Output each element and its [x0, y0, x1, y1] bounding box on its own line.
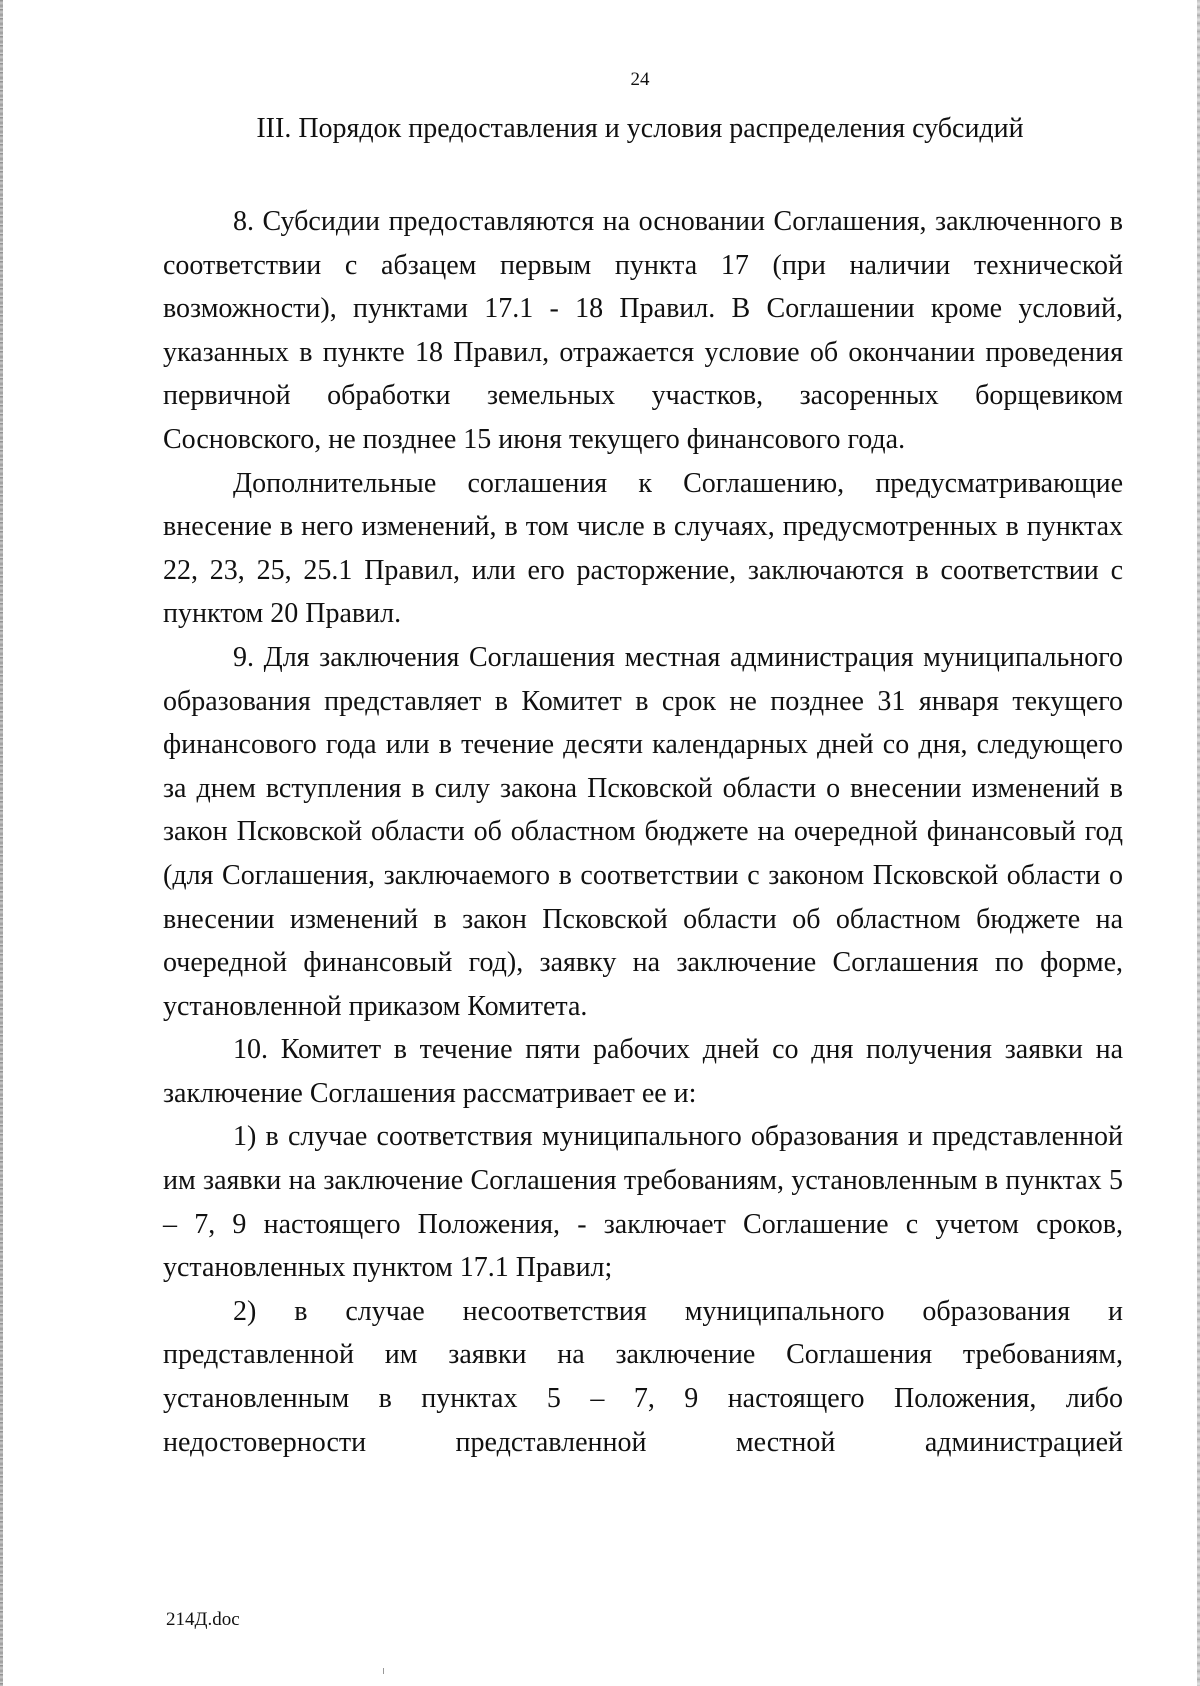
- paragraph-10: 10. Комитет в течение пяти рабочих дней со дня получения заявки на заключение Соглашения рассматривает ее и:: [163, 1034, 1123, 1109]
- footer-filename: 214Д.doc: [166, 1609, 240, 1630]
- paragraph-10-item-2: 2) в случае несоответствия муниципального образования и представленной им заявки на заключение Соглашения требованиям, установленным в пунктах 5 – 7, 9 настоящего Положения, либо недостоверности представленной местной администрацией: [163, 1295, 1123, 1458]
- paragraph-8: 8. Субсидии предоставляются на основании Соглашения, заключенного в соответствии с абзацем первым пункта 17 (при наличии технической возможности), пунктами 17.1 - 18 Правил. В Соглашении кроме условий, указанных в пункте 18 Правил, отражается условие об окончании проведения первичной обработки земельных участков, засоренных борщевиком Сосновского, не позднее 15 июня текущего финансового года.: [163, 206, 1123, 455]
- paragraph-9: 9. Для заключения Соглашения местная администрация муниципального образования представляет в Комитет в срок не позднее 31 января текущего финансового года или в течение десяти календарных дней со дня, следующего за днем вступления в силу закона Псковской области о внесении изменений в закон Псковской области об областном бюджете на очередной финансовый год (для Соглашения, заключаемого в соответствии с законом Псковской области о внесении изменений в закон Псковской области об областном бюджете на очередной финансовый год), заявку на заключение Соглашения по форме, установленной приказом Комитета.: [163, 641, 1123, 1022]
- document-body: [163, 200, 1123, 1464]
- page-number: 24: [630, 69, 650, 90]
- paragraph-additional-agreements: Дополнительные соглашения к Соглашению, предусматривающие внесение в него изменений, в том числе в случаях, предусмотренных в пунктах 22, 23, 25, 25.1 Правил, или его расторжение, заключаются в соответствии с пунктом 20 Правил.: [163, 467, 1123, 630]
- scan-mark: [383, 1668, 384, 1674]
- section-title: III. Порядок предоставления и условия распределения субсидий: [256, 113, 1024, 144]
- scan-edge-left: [0, 0, 3, 1686]
- paragraph-10-item-1: 1) в случае соответствия муниципального образования и представленной им заявки на заключение Соглашения требованиям, установленным в пунктах 5 – 7, 9 настоящего Положения, - заключает Соглашение с учетом сроков, установленных пунктом 17.1 Правил;: [163, 1121, 1123, 1284]
